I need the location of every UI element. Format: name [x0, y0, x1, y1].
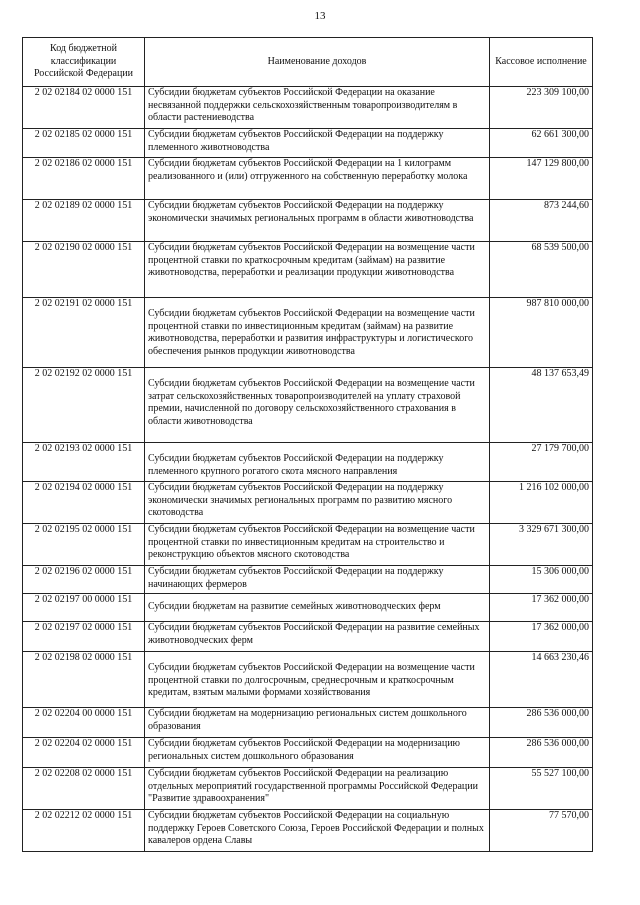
table-row	[23, 368, 593, 443]
row-name: Субсидии бюджетам субъектов Российской Федерации на модернизацию региональных систем дошкольного образования	[145, 738, 490, 768]
row-code: 2 02 02185 02 0000 151	[23, 129, 145, 158]
row-code: 2 02 02192 02 0000 151	[23, 368, 145, 443]
row-amount: 223 309 100,00	[490, 87, 593, 129]
row-code: 2 02 02204 00 0000 151	[23, 708, 145, 738]
table-row	[23, 738, 593, 768]
header-code: Код бюджетной классификации Российской Федерации	[23, 38, 145, 87]
row-name: Субсидии бюджетам субъектов Российской Федерации на возмещение части процентной ставки по инвестиционным кредитам на строительство и реконструкцию объектов мясного скотоводства	[145, 524, 490, 566]
row-code: 2 02 02197 00 0000 151	[23, 594, 145, 622]
table-row	[23, 622, 593, 652]
table-row	[23, 708, 593, 738]
table-row	[23, 443, 593, 482]
row-amount: 15 306 000,00	[490, 566, 593, 594]
row-code: 2 02 02204 02 0000 151	[23, 738, 145, 768]
row-amount: 987 810 000,00	[490, 298, 593, 368]
row-code: 2 02 02194 02 0000 151	[23, 482, 145, 524]
header-name: Наименование доходов	[145, 38, 490, 87]
row-amount: 14 663 230,46	[490, 652, 593, 708]
table-row	[23, 768, 593, 810]
row-name: Субсидии бюджетам на развитие семейных животноводческих ферм	[145, 594, 490, 622]
table-row	[23, 87, 593, 129]
row-code: 2 02 02186 02 0000 151	[23, 158, 145, 200]
table-row	[23, 129, 593, 158]
row-name: Субсидии бюджетам субъектов Российской Федерации на социальную поддержку Героев Советского Союза, Героев Российской Федерации и полных кавалеров ордена Славы	[145, 810, 490, 852]
row-code: 2 02 02190 02 0000 151	[23, 242, 145, 298]
table-row	[23, 158, 593, 200]
row-amount: 55 527 100,00	[490, 768, 593, 810]
row-amount: 147 129 800,00	[490, 158, 593, 200]
row-name: Субсидии бюджетам субъектов Российской Федерации на 1 килограмм реализованного и (или) отгруженного на собственную переработку молока	[145, 158, 490, 200]
row-code: 2 02 02196 02 0000 151	[23, 566, 145, 594]
row-name: Субсидии бюджетам субъектов Российской Федерации на развитие семейных животноводческих ферм	[145, 622, 490, 652]
row-code: 2 02 02208 02 0000 151	[23, 768, 145, 810]
row-name: Субсидии бюджетам на модернизацию региональных систем дошкольного образования	[145, 708, 490, 738]
row-name: Субсидии бюджетам субъектов Российской Федерации на реализацию отдельных мероприятий государственной программы Российской Федерации "Развитие здравоохранения"	[145, 768, 490, 810]
table-row	[23, 652, 593, 708]
row-amount: 48 137 653,49	[490, 368, 593, 443]
row-code: 2 02 02189 02 0000 151	[23, 200, 145, 242]
header-amount: Кассовое исполнение	[490, 38, 593, 87]
row-amount: 17 362 000,00	[490, 622, 593, 652]
row-code: 2 02 02184 02 0000 151	[23, 87, 145, 129]
table-row	[23, 200, 593, 242]
row-name: Субсидии бюджетам субъектов Российской Федерации на поддержку племенного животноводства	[145, 129, 490, 158]
table-row	[23, 524, 593, 566]
row-amount: 77 570,00	[490, 810, 593, 852]
row-amount: 286 536 000,00	[490, 738, 593, 768]
revenue-table	[22, 37, 593, 852]
row-name: Субсидии бюджетам субъектов Российской Федерации на возмещение части процентной ставки по краткосрочным кредитам (займам) на развитие животноводства, переработки и реализации продукции животноводства	[145, 242, 490, 298]
table-row	[23, 810, 593, 852]
row-name: Субсидии бюджетам субъектов Российской Федерации на поддержку племенного крупного рогатого скота мясного направления	[145, 443, 490, 482]
row-name: Субсидии бюджетам субъектов Российской Федерации на возмещение части процентной ставки по инвестиционным кредитам (займам) на развитие животноводства, переработки и развития инфраструктуры и логистического обеспечения рынков продукции животноводства	[145, 298, 490, 368]
row-code: 2 02 02191 02 0000 151	[23, 298, 145, 368]
table-row	[23, 482, 593, 524]
row-amount: 68 539 500,00	[490, 242, 593, 298]
row-amount: 27 179 700,00	[490, 443, 593, 482]
row-amount: 17 362 000,00	[490, 594, 593, 622]
row-amount: 62 661 300,00	[490, 129, 593, 158]
row-name: Субсидии бюджетам субъектов Российской Федерации на поддержку экономически значимых региональных программ по развитию мясного скотоводства	[145, 482, 490, 524]
row-amount: 286 536 000,00	[490, 708, 593, 738]
row-name: Субсидии бюджетам субъектов Российской Федерации на оказание несвязанной поддержки сельскохозяйственным товаропроизводителям в области растениеводства	[145, 87, 490, 129]
row-amount: 1 216 102 000,00	[490, 482, 593, 524]
row-code: 2 02 02193 02 0000 151	[23, 443, 145, 482]
row-amount: 873 244,60	[490, 200, 593, 242]
table-row	[23, 594, 593, 622]
row-name: Субсидии бюджетам субъектов Российской Федерации на поддержку экономически значимых региональных программ в области животноводства	[145, 200, 490, 242]
table-row	[23, 242, 593, 298]
row-code: 2 02 02198 02 0000 151	[23, 652, 145, 708]
row-code: 2 02 02197 02 0000 151	[23, 622, 145, 652]
row-code: 2 02 02212 02 0000 151	[23, 810, 145, 852]
row-name: Субсидии бюджетам субъектов Российской Федерации на возмещение части затрат сельскохозяйственных товаропроизводителей на уплату страховой премии, начисленной по договору сельскохозяйственного страхования в области животноводства	[145, 368, 490, 443]
row-name: Субсидии бюджетам субъектов Российской Федерации на возмещение части процентной ставки по долгосрочным, среднесрочным и краткосрочным кредитам, взятым малыми формами хозяйствования	[145, 652, 490, 708]
table-row	[23, 298, 593, 368]
table-header-row	[23, 38, 593, 87]
row-amount: 3 329 671 300,00	[490, 524, 593, 566]
table-row	[23, 566, 593, 594]
page-number: 13	[314, 10, 326, 22]
row-code: 2 02 02195 02 0000 151	[23, 524, 145, 566]
row-name: Субсидии бюджетам субъектов Российской Федерации на поддержку начинающих фермеров	[145, 566, 490, 594]
